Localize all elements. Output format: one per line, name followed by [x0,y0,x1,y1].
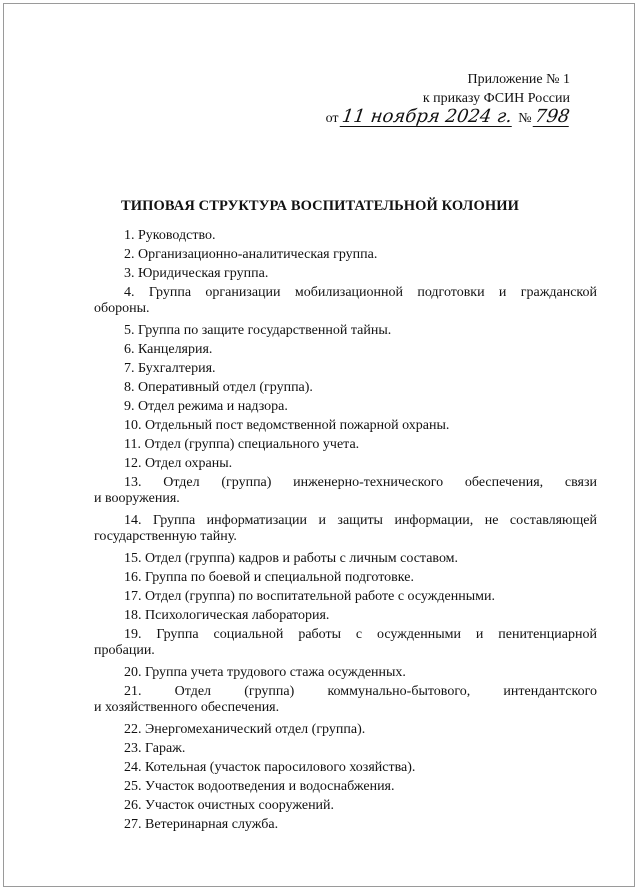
list-item-continuation: и вооружения. [94,491,180,506]
list-item-text: 16. Группа по боевой и специальной подготовке. [124,570,414,585]
appendix-title: Приложение № 1 [467,72,570,87]
list-item [94,437,597,453]
list-item-text: 23. Гараж. [124,741,186,756]
list-item [94,456,597,472]
list-item [94,380,597,396]
list-item-text: 26. Участок очистных сооружений. [124,798,335,813]
list-item [94,551,597,567]
list-item-text: 14. Группа информатизации и защиты информации, не составляющей [124,513,597,528]
list-item [94,760,597,776]
list-item [94,266,597,282]
list-item-text: 18. Психологическая лаборатория. [124,608,330,623]
list-item [94,741,597,757]
list-item-text: 20. Группа учета трудового стажа осужденных. [124,665,406,680]
list-item-text: 6. Канцелярия. [124,342,213,357]
list-item [94,323,597,339]
list-item-text: 8. Оперативный отдел (группа). [124,380,313,395]
handwritten-number: 798 [533,106,571,127]
list-item-text: 11. Отдел (группа) специального учета. [124,437,360,452]
list-item-text: 9. Отдел режима и надзора. [124,399,288,414]
list-item [94,342,597,358]
handwritten-date: 11 ноября 2024 г. [340,106,513,127]
list-item-text: 21. Отдел (группа) коммунально-бытового, интендантского [124,684,597,699]
list-item-text: 1. Руководство. [124,228,216,243]
number-label: № [518,111,532,126]
list-item-text: 12. Отдел охраны. [124,456,233,471]
from-label: от [325,111,339,126]
list-item [94,285,597,317]
order-date-line [326,108,570,128]
list-item [94,684,597,716]
list-item-text: 3. Юридическая группа. [124,266,269,281]
document-title: ТИПОВАЯ СТРУКТУРА ВОСПИТАТЕЛЬНОЙ КОЛОНИИ [121,198,519,214]
list-item-continuation: обороны. [94,301,150,316]
list-item [94,665,597,681]
list-item-text: 15. Отдел (группа) кадров и работы с личным составом. [124,551,459,566]
list-item-continuation: и хозяйственного обеспечения. [94,700,280,715]
list-item-text: 10. Отдельный пост ведомственной пожарной охраны. [124,418,450,433]
appendix-header [326,70,570,128]
list-item-text: 22. Энергомеханический отдел (группа). [124,722,366,737]
list-item [94,798,597,814]
list-item-continuation: пробации. [94,643,155,658]
list-item [94,361,597,377]
list-item [94,779,597,795]
list-item [94,247,597,263]
list-item-text: 19. Группа социальной работы с осужденными и пенитенциарной [124,627,597,642]
list-item [94,570,597,586]
list-item-continuation: государственную тайну. [94,529,237,544]
list-item-text: 5. Группа по защите государственной тайны. [124,323,392,338]
list-item [94,399,597,415]
list-item-text: 27. Ветеринарная служба. [124,817,279,832]
list-item [94,817,597,833]
list-item-text: 17. Отдел (группа) по воспитательной работе с осужденными. [124,589,495,604]
list-item [94,475,597,507]
list-item [94,589,597,605]
list-item [94,513,597,545]
list-item [94,627,597,659]
list-item-text: 2. Организационно-аналитическая группа. [124,247,378,262]
list-item [94,608,597,624]
list-item-text: 7. Бухгалтерия. [124,361,216,376]
list-item [94,418,597,434]
list-item-text: 13. Отдел (группа) инженерно-технического обеспечения, связи [124,475,597,490]
list-item [94,722,597,738]
order-reference: к приказу ФСИН России [422,91,570,106]
list-item-text: 24. Котельная (участок паросилового хозяйства). [124,760,416,775]
list-item-text: 4. Группа организации мобилизационной подготовки и гражданской [124,285,597,300]
list-item-text: 25. Участок водоотведения и водоснабжения. [124,779,395,794]
list-item [94,228,597,244]
